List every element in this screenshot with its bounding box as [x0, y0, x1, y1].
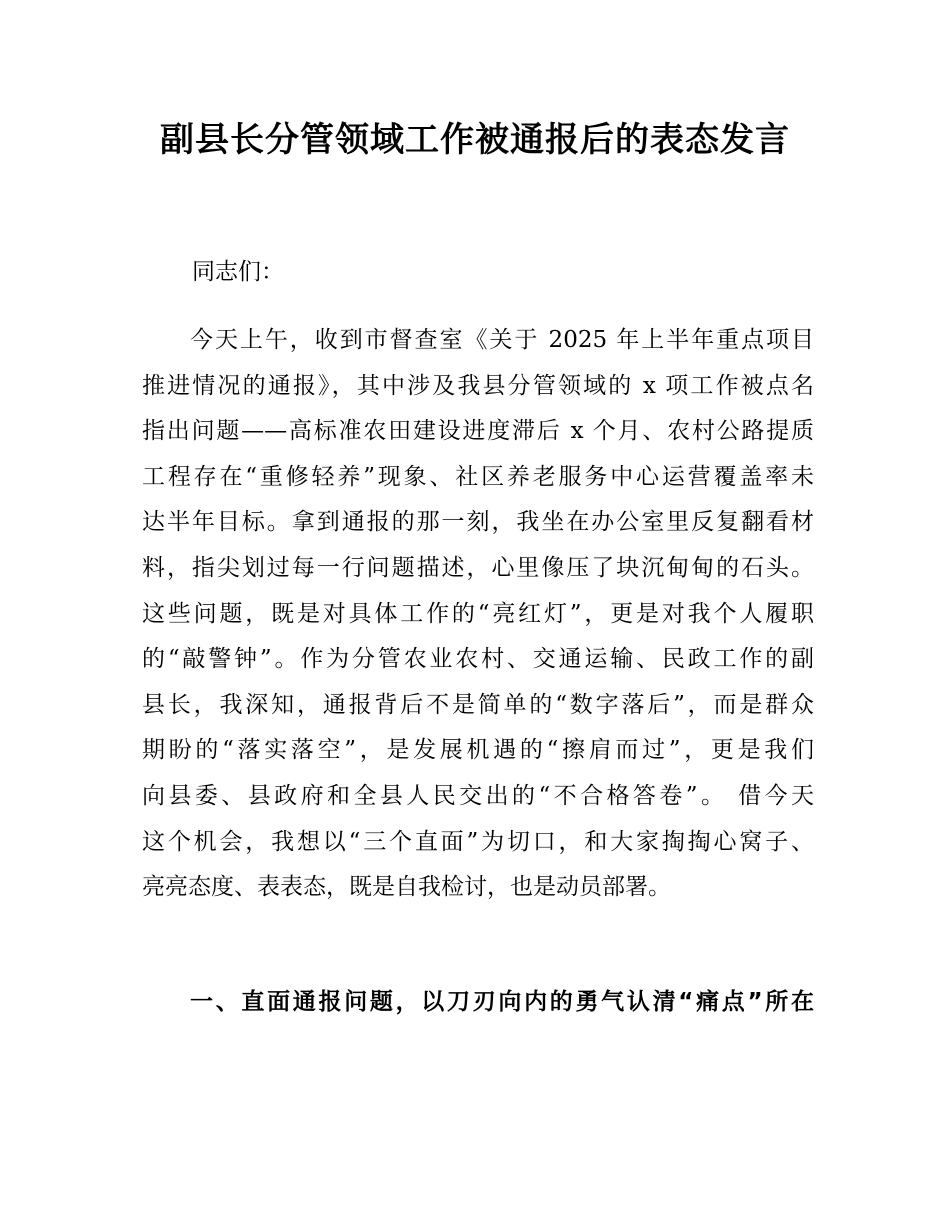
- paragraph-line: 料，指尖划过每一行问题描述，心里像压了块沉甸甸的石头。: [142, 554, 814, 581]
- paragraph-line: 推进情况的通报》，其中涉及我县分管领域的 x 项工作被点名: [142, 372, 814, 399]
- opening-paragraph: [142, 318, 814, 911]
- paragraph-line: 亮亮态度、表表态，既是自我检讨，也是动员部署。: [142, 874, 671, 901]
- paragraph-line: 期盼的“落实落空”，是发展机遇的“擦肩而过”，更是我们: [142, 737, 814, 764]
- paragraph-line: 的“敲警钟”。作为分管农业农村、交通运输、民政工作的副: [142, 646, 814, 673]
- paragraph-line: 指出问题——高标准农田建设进度滞后 x 个月、农村公路提质: [142, 418, 814, 445]
- paragraph-line: 县长，我深知，通报背后不是简单的“数字落后”，而是群众: [142, 691, 814, 718]
- document-title: 副县长分管领域工作被通报后的表态发言: [160, 120, 790, 160]
- paragraph-line: 达半年目标。拿到通报的那一刻，我坐在办公室里反复翻看材: [142, 509, 814, 536]
- paragraph-line: 向县委、县政府和全县人民交出的“不合格答卷”。 借今天: [142, 782, 814, 809]
- paragraph-line: 这个机会，我想以“三个直面”为切口，和大家掏掏心窝子、: [142, 828, 814, 855]
- section-heading-1: 一、直面通报问题，以刀刃向内的勇气认清“痛点”所在: [190, 989, 814, 1015]
- paragraph-line: 今天上午，收到市督查室《关于 2025 年上半年重点项目: [190, 327, 814, 353]
- paragraph-line: 这些问题，既是对具体工作的“亮红灯”，更是对我个人履职: [142, 600, 814, 627]
- salutation: 同志们：: [192, 259, 284, 285]
- paragraph-line: 工程存在“重修轻养”现象、社区养老服务中心运营覆盖率未: [142, 463, 814, 490]
